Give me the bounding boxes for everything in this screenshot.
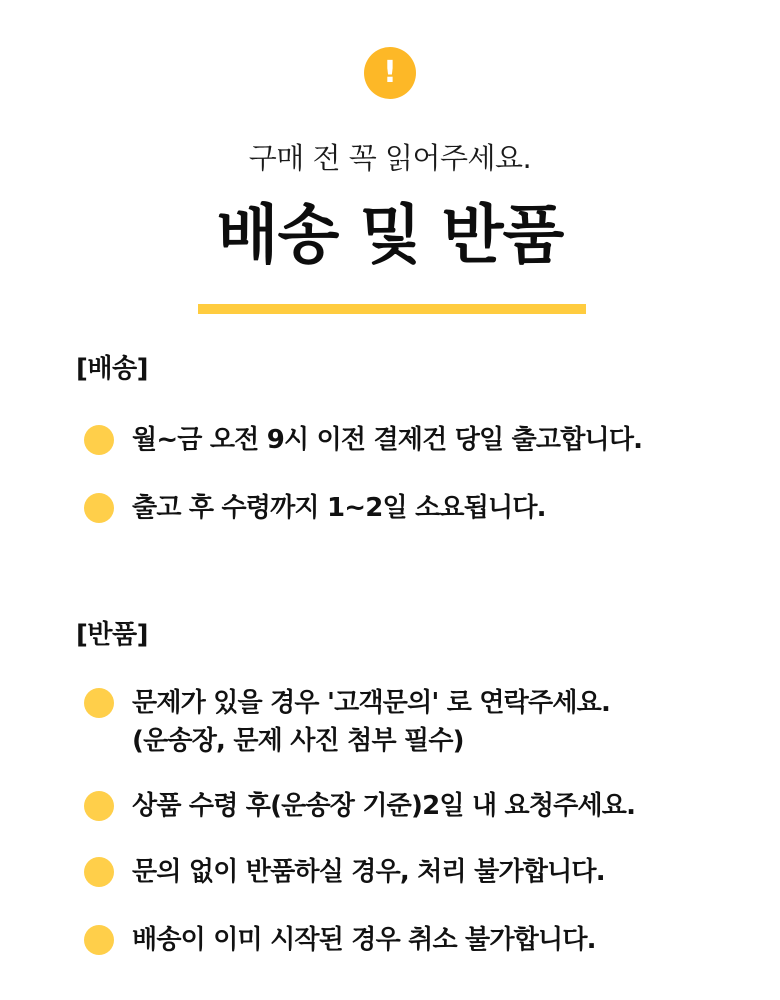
shipping-item [84, 489, 546, 527]
shipping-heading: [배송] [76, 354, 148, 384]
bullet-dot [84, 688, 114, 718]
returns-item [84, 921, 596, 959]
returns-item [84, 853, 605, 891]
returns-heading: [반품] [76, 620, 148, 650]
bullet-dot [84, 857, 114, 887]
bullet-dot [84, 925, 114, 955]
returns-item-text [132, 684, 610, 760]
returns-item-text: 배송이 이미 시작된 경우 취소 불가합니다. [132, 925, 596, 955]
notice-subtitle: 구매 전 꼭 읽어주세요. [248, 141, 532, 175]
returns-item-line: 문제가 있을 경우 '고객문의' 로 연락주세요. [132, 688, 611, 718]
returns-item-text: 문의 없이 반품하실 경우, 처리 불가합니다. [132, 857, 605, 887]
bullet-dot [84, 425, 114, 455]
shipping-item-text: 월~금 오전 9시 이전 결제건 당일 출고합니다. [132, 425, 643, 455]
returns-item [84, 787, 635, 825]
shipping-item [84, 421, 642, 459]
warning-glyph: ! [383, 55, 397, 90]
warning-icon [364, 47, 416, 99]
bullet-dot [84, 791, 114, 821]
shipping-item-text: 출고 후 수령까지 1~2일 소요됩니다. [132, 493, 546, 523]
returns-item-line: (운송장, 문제 사진 첨부 필수) [132, 726, 464, 756]
page-title: 배송 및 반품 [216, 199, 564, 273]
returns-item [84, 684, 610, 760]
title-underline [198, 304, 586, 314]
returns-item-text: 상품 수령 후(운송장 기준)2일 내 요청주세요. [132, 791, 636, 821]
bullet-dot [84, 493, 114, 523]
